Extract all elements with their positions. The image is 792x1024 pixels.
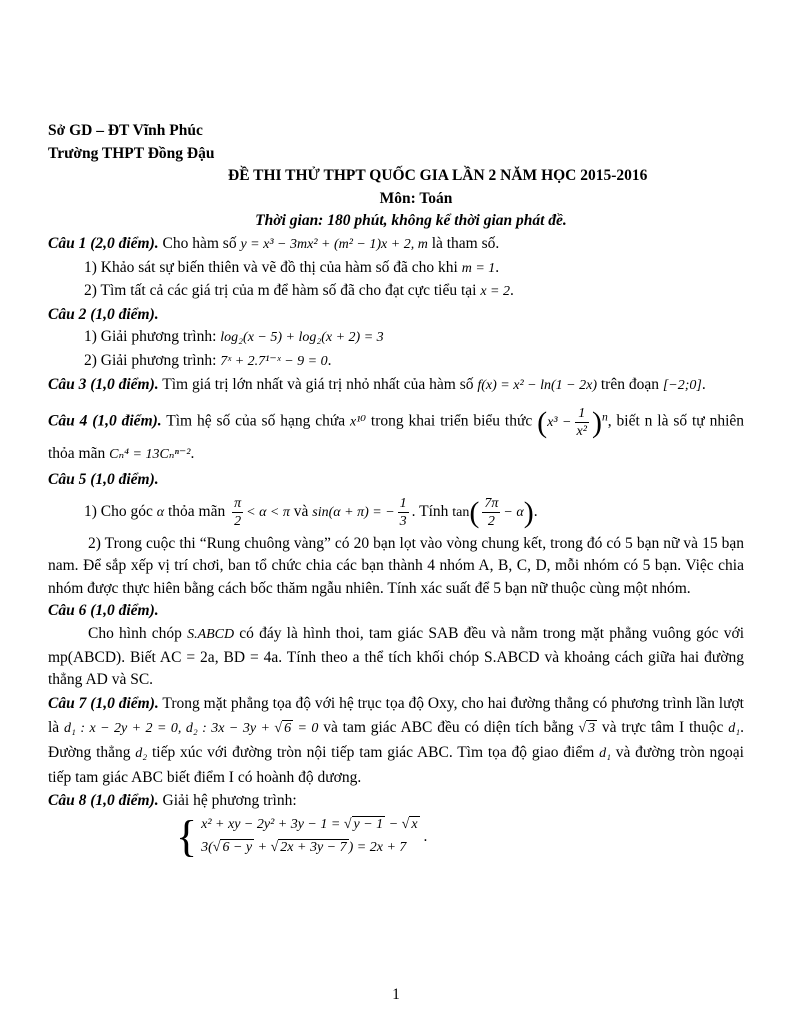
q8-eq2-right: ) = 2x + 7 bbox=[348, 840, 407, 855]
q7-d2: d₂ bbox=[135, 745, 148, 761]
q7-label: Câu 7 (1,0 điểm). bbox=[48, 694, 159, 712]
q8-eq1-mid: − bbox=[385, 817, 402, 833]
q6-text-b: có đáy là hình thoi, tam giác SAB đều và nằm trong mặt phẳng vuông góc với mp(ABCD). Biết AC = 2a, BD = 4a. Tính theo a thể tích khối chóp S.ABCD và khoảng cách giữa hai đường thẳng AD và SC. bbox=[48, 625, 744, 689]
q7-d1-b: d₁ bbox=[599, 745, 611, 761]
q4-expr-exp: n bbox=[601, 410, 608, 424]
q5-alpha: α bbox=[156, 504, 165, 520]
q5-inequality: < α < π bbox=[246, 504, 290, 520]
q4-expr-den: x² bbox=[576, 424, 587, 440]
q4-text-b: trong khai triển biểu thức bbox=[366, 412, 538, 430]
q1-part-1-math: m = 1 bbox=[461, 260, 496, 276]
exam-page bbox=[48, 120, 744, 860]
q2-part-1-text: 1) Giải phương trình: bbox=[84, 328, 221, 346]
q2-label: Câu 2 (1,0 điểm). bbox=[48, 305, 159, 323]
q7-text-b: và tam giác ABC đều có diện tích bằng bbox=[318, 718, 579, 736]
q5-frac-pi-2 bbox=[232, 495, 243, 530]
q8-equations bbox=[201, 814, 419, 859]
q3-text-b: trên đoạn bbox=[596, 375, 663, 393]
q4-end: . bbox=[190, 445, 195, 463]
q8-eq2-plus: + bbox=[254, 840, 271, 855]
q8-eq2-root2: 2x + 3y − 7 bbox=[280, 840, 347, 855]
page-number: 1 bbox=[392, 986, 400, 1003]
q7-sqrt6: 6 bbox=[284, 720, 292, 736]
time-line: Thời gian: 180 phút, không kể thời gian phát đề. bbox=[255, 212, 567, 230]
subject-line: Môn: Toán bbox=[379, 189, 453, 207]
exam-title: ĐỀ THI THỬ THPT QUỐC GIA LẦN 2 NĂM HỌC 2015-2016 bbox=[228, 167, 648, 185]
q8-eq-1: x² + xy − 2y² + 3y − 1 = √ y − 1 − √ x bbox=[201, 817, 418, 833]
q5-part-1-text-a: 1) Cho góc bbox=[84, 502, 157, 520]
q8-eq1-root2: x bbox=[411, 817, 418, 833]
q8-text-a: Giải hệ phương trình: bbox=[158, 791, 297, 809]
q8-system bbox=[176, 814, 744, 859]
q5-f3-den: 2 bbox=[487, 513, 495, 529]
q5-f1-den: 2 bbox=[234, 513, 242, 529]
q5-f2-num: 1 bbox=[399, 495, 407, 511]
q7-sqrt3-expr: √ 3 bbox=[578, 720, 596, 736]
q5-part-1-text-c: và bbox=[289, 502, 313, 520]
school-line: Trường THPT Đồng Đậu bbox=[48, 144, 215, 162]
department-line: Sở GD – ĐT Vĩnh Phúc bbox=[48, 122, 203, 139]
q5-part-1 bbox=[48, 492, 744, 533]
q5-part-1-end: . bbox=[533, 502, 538, 520]
question-3 bbox=[48, 374, 744, 398]
question-1 bbox=[48, 233, 744, 257]
q5-f1-num: π bbox=[234, 495, 242, 511]
q7-lines: d₁ : x − 2y + 2 = 0, d₂ : 3x − 3y + √ 6 = 0 bbox=[64, 720, 319, 736]
q1-part-2-text: 2) Tìm tất cả các giá trị của m để hàm số đã cho đạt cực tiểu tại bbox=[84, 282, 481, 300]
q8-eq-2: 3(√ 6 − y + √ 2x + 3y − 7 ) = 2x + 7 bbox=[201, 840, 407, 855]
q2-part-2 bbox=[48, 350, 744, 374]
q1-part-1 bbox=[48, 257, 744, 281]
q8-label: Câu 8 (1,0 điểm). bbox=[48, 791, 159, 809]
q3-label: Câu 3 (1,0 điểm). bbox=[48, 375, 159, 393]
q5-tan-expr: tan( $\frac{7\pi}{2}$ − α) bbox=[452, 495, 534, 529]
q8-eq1-root1: y − 1 bbox=[353, 817, 384, 833]
q5-part-1-text-d: . Tính bbox=[411, 502, 453, 520]
q1-label: Câu 1 (2,0 điểm). bbox=[48, 234, 159, 252]
q6-text-a: Cho hình chóp bbox=[88, 625, 188, 643]
q8-end: . bbox=[423, 827, 428, 845]
q1-text-a: Cho hàm số bbox=[158, 234, 241, 252]
q1-formula: y = x³ − 3mx² + (m² − 1)x + 2, m bbox=[240, 236, 428, 252]
q4-expr-base: x³ − bbox=[547, 414, 572, 430]
q7-text-c: và trực tâm I thuộc bbox=[597, 718, 729, 736]
q1-part-2-math: x = 2 bbox=[480, 284, 510, 300]
q4-expression: (x³ − $\frac{1}{\text{x²}}$ )$^n$ bbox=[537, 405, 608, 440]
question-8 bbox=[48, 790, 744, 813]
q4-text-c: , biết n là số tự nhiên thỏa mãn bbox=[48, 412, 745, 463]
question-4 bbox=[48, 403, 744, 469]
q7-text-d: . Đường thẳng bbox=[48, 718, 744, 761]
q1-part-2 bbox=[48, 280, 744, 304]
q4-text-a: Tìm hệ số của số hạng chứa bbox=[161, 412, 350, 430]
q5-sin-expr: sin(α + π) = − bbox=[312, 504, 395, 520]
q5-frac-7pi-2 bbox=[482, 495, 500, 530]
q8-eq1-left: x² + xy − 2y² + 3y − 1 = bbox=[201, 817, 344, 833]
q5-label: Câu 5 (1,0 điểm). bbox=[48, 471, 159, 489]
q5-tan: tan bbox=[452, 504, 470, 520]
q2-part-2-end: . bbox=[327, 351, 332, 369]
q5-part-1-text-b: thỏa mãn bbox=[164, 502, 230, 520]
q3-formula: f(x) = x² − ln(1 − 2x) bbox=[477, 377, 597, 393]
q3-interval: [−2;0] bbox=[662, 377, 702, 393]
q8-eq2-root1: 6 − y bbox=[222, 840, 253, 855]
q3-end: . bbox=[701, 375, 706, 393]
q5-f3-num: 7π bbox=[484, 495, 499, 511]
q1-text-b: là tham số. bbox=[427, 234, 500, 252]
q4-expr-num: 1 bbox=[575, 405, 589, 423]
q3-text-a: Tìm giá trị lớn nhất và giá trị nhỏ nhất của hàm số bbox=[158, 375, 478, 393]
q7-d1: d₁ bbox=[728, 720, 741, 736]
q2-part-1 bbox=[48, 326, 744, 350]
q5-tan-tail: − α bbox=[503, 504, 524, 520]
q1-part-2-end: . bbox=[510, 282, 514, 300]
q7-text-f: và đường tròn ngoại tiếp tam giác ABC biết điểm I có hoành độ dương. bbox=[48, 743, 744, 786]
q5-frac-1-3 bbox=[398, 495, 409, 530]
question-6-body bbox=[48, 623, 744, 692]
question-7 bbox=[48, 692, 744, 790]
q7-text-a: Trong mặt phẳng tọa độ với hệ trục tọa độ Oxy, cho hai đường thẳng có phương trình lần lượt là bbox=[48, 694, 744, 736]
q2-part-2-text: 2) Giải phương trình: bbox=[84, 351, 221, 369]
q2-part-2-math: 7ˣ + 2.7¹⁻ˣ − 9 = 0 bbox=[220, 353, 328, 369]
q4-term: x¹⁰ bbox=[350, 414, 367, 430]
q1-part-1-text: 1) Khảo sát sự biến thiên và vẽ đồ thị của hàm số đã cho khi bbox=[84, 258, 462, 276]
q6-label: Câu 6 (1,0 điểm). bbox=[48, 602, 159, 620]
q4-condition: Cₙ⁴ = 13Cₙⁿ⁻² bbox=[109, 447, 191, 463]
q7-lines-end: = 0 bbox=[293, 720, 319, 736]
q4-label: Câu 4 (1,0 điểm). bbox=[48, 412, 162, 430]
q5-part-2: 2) Trong cuộc thi “Rung chuông vàng” có 20 bạn lọt vào vòng chung kết, trong đó có 5 bạn nữ và 15 bạn nam. Để sắp xếp vị trí chơi, ban tổ chức chia các bạn thành 4 nhóm A, B, C, D, mỗi nhóm có 5 bạn. Việc chia nhóm được thực hiên bằng cách bốc thăm ngẫu nhiên. Tính xác suất để 5 bạn nữ thuộc cùng một nhóm. bbox=[48, 534, 744, 597]
q7-text-e: tiếp xúc với đường tròn nội tiếp tam giác ABC. Tìm tọa độ giao điểm bbox=[147, 743, 600, 761]
q7-sqrt3: 3 bbox=[588, 720, 596, 736]
q1-part-1-end: . bbox=[495, 258, 500, 276]
q7-lines-eq: d₁ : x − 2y + 2 = 0, d₂ : 3x − 3y + bbox=[64, 720, 275, 736]
q2-part-1-math: log₂(x − 5) + log₂(x + 2) = 3 bbox=[220, 330, 384, 346]
q6-solid: S.ABCD bbox=[187, 627, 235, 643]
q5-f2-den: 3 bbox=[399, 513, 407, 529]
q8-eq2-left: 3( bbox=[201, 840, 213, 855]
q4-expr-fraction bbox=[575, 405, 589, 440]
q8-brace: { bbox=[176, 812, 198, 861]
